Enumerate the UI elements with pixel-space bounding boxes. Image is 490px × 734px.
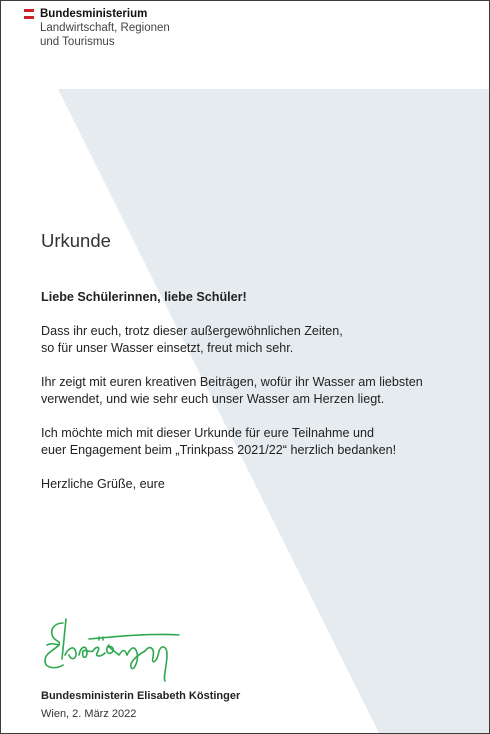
- ministry-name-line1: Bundesministerium: [40, 8, 148, 20]
- paragraph-1-line-1: Dass ihr euch, trotz dieser außergewöhnlichen Zeiten,: [41, 324, 343, 338]
- paragraph-2-line-1: Ihr zeigt mit euren kreativen Beiträgen, wofür ihr Wasser am liebsten: [41, 375, 423, 389]
- paragraph-2: [41, 374, 471, 408]
- austria-flag-icon: [24, 9, 34, 19]
- greeting: Liebe Schülerinnen, liebe Schüler!: [41, 290, 247, 304]
- paragraph-3-line-1: Ich möchte mich mit dieser Urkunde für eure Teilnahme und: [41, 426, 374, 440]
- letter-body: [41, 289, 471, 493]
- paragraph-2-line-2: verwendet, und wie sehr euch unser Wasser am Herzen liegt.: [41, 392, 385, 406]
- ministry-header: [24, 7, 170, 49]
- paragraph-3-line-2: euer Engagement beim „Trinkpass 2021/22“ herzlich bedanken!: [41, 443, 397, 457]
- document-title: Urkunde: [41, 230, 111, 251]
- handwritten-signature: [39, 615, 189, 685]
- paragraph-3: [41, 425, 471, 459]
- paragraph-1-line-2: so für unser Wasser einsetzt, freut mich sehr.: [41, 341, 294, 355]
- ministry-name: [40, 7, 170, 49]
- place-and-date: Wien, 2. März 2022: [41, 708, 137, 720]
- ministry-name-line2: Landwirtschaft, Regionen: [40, 22, 170, 34]
- ministry-name-line3: und Tourismus: [40, 36, 115, 48]
- signer-name: Bundesministerin Elisabeth Köstinger: [41, 690, 241, 702]
- paragraph-1: [41, 323, 471, 357]
- closing: Herzliche Grüße, eure: [41, 477, 165, 491]
